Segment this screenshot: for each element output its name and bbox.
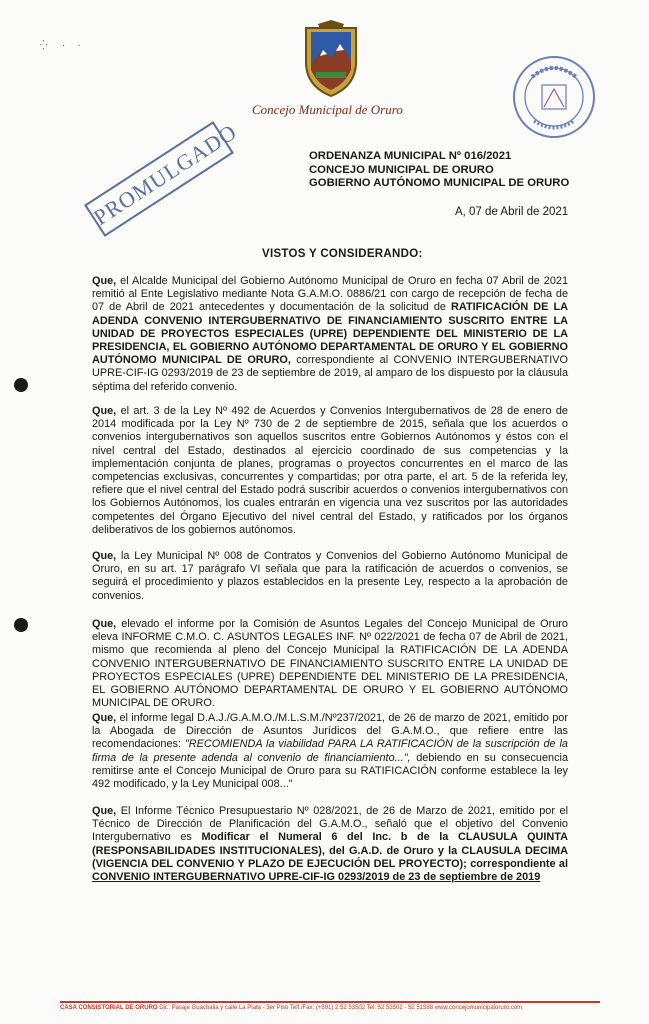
paragraph-lead: Que,	[92, 275, 117, 287]
paragraph-text: El Informe Técnico Presupuestario Nº 028/2021, de 26 de Marzo de 2021, emitido por el Técnico de Dirección de Planificación del G.A.M.O., señaló que el objetivo del Convenio Intergubernativo es	[92, 805, 568, 844]
header-government: GOBIERNO AUTÓNOMO MUNICIPAL DE ORURO	[309, 177, 570, 189]
paragraph-quote: "RECOMIENDA la viabilidad PARA LA RATIFICACIÓN de la suscripción de la firma de la presente adenda al convenio de financiamiento...",	[92, 738, 568, 764]
paragraph-5	[92, 712, 568, 791]
paragraph-lead: Que,	[92, 405, 117, 417]
paragraph-lead: Que,	[92, 618, 117, 630]
paragraph-3	[92, 550, 568, 603]
paragraph-text: el Alcalde Municipal del Gobierno Autónomo Municipal de Oruro en fecha 07 Abril de 2021 remitió al Ente Legislativo mediante Nota G.A.M.O. 0886/21 con cargo de recepción de fecha de 07 de Abril de 2021 antecedentes y documentación de la solicitud de	[92, 275, 568, 314]
document-date: A, 07 de Abril de 2021	[455, 206, 569, 218]
paragraph-text: correspondiente al CONVENIO INTERGUBERNATIVO UPRE-CIF-IG 0293/2019 de 23 de septiembre de 2019, al amparo de los dispuesto por la cláusula séptima del referido convenio.	[92, 354, 569, 393]
promulgado-stamp: PROMULGADO	[84, 121, 234, 237]
paragraph-4	[92, 618, 568, 710]
paragraph-text: elevado el informe por la Comisión de Asuntos Legales del Concejo Municipal de Oruro eleva INFORME C.M.O. C. ASUNTOS LEGALES INF. Nº 022/2021 de fecha 07 de Abril de 2021, mismo que recomienda al pleno del Concejo Municipal la RATIFICACIÓN DE LA ADENDA CONVENIO INTERGUBERNATIVO DE FINANCIAMIENTO SUSCRITO ENTRE LA UNIDAD DE PROYECTOS ESPECIALES (UPRE) DEPENDIENTE DEL MINISTERIO DE LA PRESIDENCIA, EL GOBIERNO AUTÓNOMO DEPARTAMENTAL DE ORURO Y EL GOBIERNO AUTÓNOMO MUNICIPAL DE ORURO.	[92, 618, 568, 710]
paragraph-2	[92, 405, 568, 537]
footer-text: Dir.: Pasaje Guachalla y calle La Plata - 3er Piso Telf./Fax: (+591) 2 52 53502 Tel: 52 53502 - 52 51588 www.concejomunicipaloruro.com	[157, 1005, 523, 1011]
footer-lead: CASA CONSISTORIAL DE ORURO	[60, 1005, 158, 1011]
section-title: VISTOS Y CONSIDERANDO:	[262, 248, 423, 260]
ordinance-number: ORDENANZA MUNICIPAL Nº 016/2021	[309, 150, 512, 162]
paragraph-text: la Ley Municipal Nº 008 de Contratos y Convenios del Gobierno Autónomo Municipal de Oruro, en su art. 17 parágrafo VI señala que para la ratificación de acuerdos o convenios, se seguirá el procedimiento y plazos establecidos en la presente Ley, respecto a la aprobación de convenios.	[92, 550, 568, 602]
paragraph-underlined: CONVENIO INTERGUBERNATIVO UPRE-CIF-IG 0293/2019 de 23 de septiembre de 2019	[92, 871, 541, 884]
council-name: Concejo Municipal de Oruro	[252, 102, 403, 117]
paragraph-6	[92, 805, 568, 884]
paragraph-text: el art. 3 de la Ley Nº 492 de Acuerdos y Convenios Intergubernativos de 28 de enero de 2014 modificada por la Ley Nº 730 de 2 de septiembre de 2015, señala que los acuerdos o convenios intergubernativos son aquellos suscritos entre Gobiernos Autónomos y éstos con el nivel central del Estado, destinados al ejercicio coordinado de sus competencias y la implementación conjunta de planes, programas o proyectos concurrentes en el marco de las competencias exclusivas, concurrentes y compartidas; por otra parte, el art. 5 de la referida ley, refiere que el nivel central del Estado podrá suscribir acuerdos o convenios intergubernativos con los Gobiernos Autónomos, los cuales entrarán en vigencia una vez suscritos por las autoridades competentes del Órgano Ejecutivo del nivel central del Estado, y ratificados por los órganos deliberativos de los gobiernos autónomos.	[92, 405, 568, 536]
municipal-seal-icon	[512, 55, 596, 139]
page-footer	[60, 1001, 600, 1011]
paragraph-lead: Que,	[92, 805, 117, 817]
paragraph-text: el informe legal D.A.J./G.A.M.O./M.L.S.M./Nº237/2021, de 26 de marzo de 2021, emitido por la Abogada de Dirección de Asuntos Jurídicos del G.A.M.O., que refiere entre las recomendaciones:	[92, 712, 568, 751]
punch-hole	[14, 618, 28, 632]
paragraph-lead: Que,	[92, 550, 117, 562]
paragraph-1	[92, 275, 568, 394]
scan-specks: ⁛ · ·	[40, 40, 81, 50]
paragraph-bold: Modificar el Numeral 6 del Inc. b de la CLAUSULA QUINTA (RESPONSABILIDADES INSTITUCIONALES), del G.A.D. de Oruro y la CLAUSULA DECIMA (VIGENCIA DEL CONVENIO Y PLAZO DE EJECUCIÓN DEL PROYECTO); correspondiente al	[92, 831, 569, 870]
paragraph-text: debiendo en su consecuencia remitirse ante el Concejo Municipal de Oruro para su RATIFICACIÓN conforme establece la ley 492 modificado, y la Ley Municipal 008..."	[92, 751, 568, 791]
paragraph-bold: RATIFICACIÓN DE LA ADENDA CONVENIO INTERGUBERNATIVO DE FINANCIAMIENTO SUSCRITO ENTRE LA UNIDAD DE PROYECTOS ESPECIALES (UPRE) DEPENDIENTE DEL MINISTERIO DE LA PRESIDENCIA, EL GOBIERNO AUTÓNOMO DEPARTAMENTAL DE ORURO Y EL GOBIERNO AUTÓNOMO MUNICIPAL DE ORURO,	[92, 301, 568, 367]
punch-hole	[14, 378, 28, 392]
header-council: CONCEJO MUNICIPAL DE ORURO	[309, 163, 494, 176]
paragraph-lead: Que,	[92, 712, 117, 724]
coat-of-arms-icon	[296, 20, 366, 98]
ordinance-header	[309, 150, 569, 191]
